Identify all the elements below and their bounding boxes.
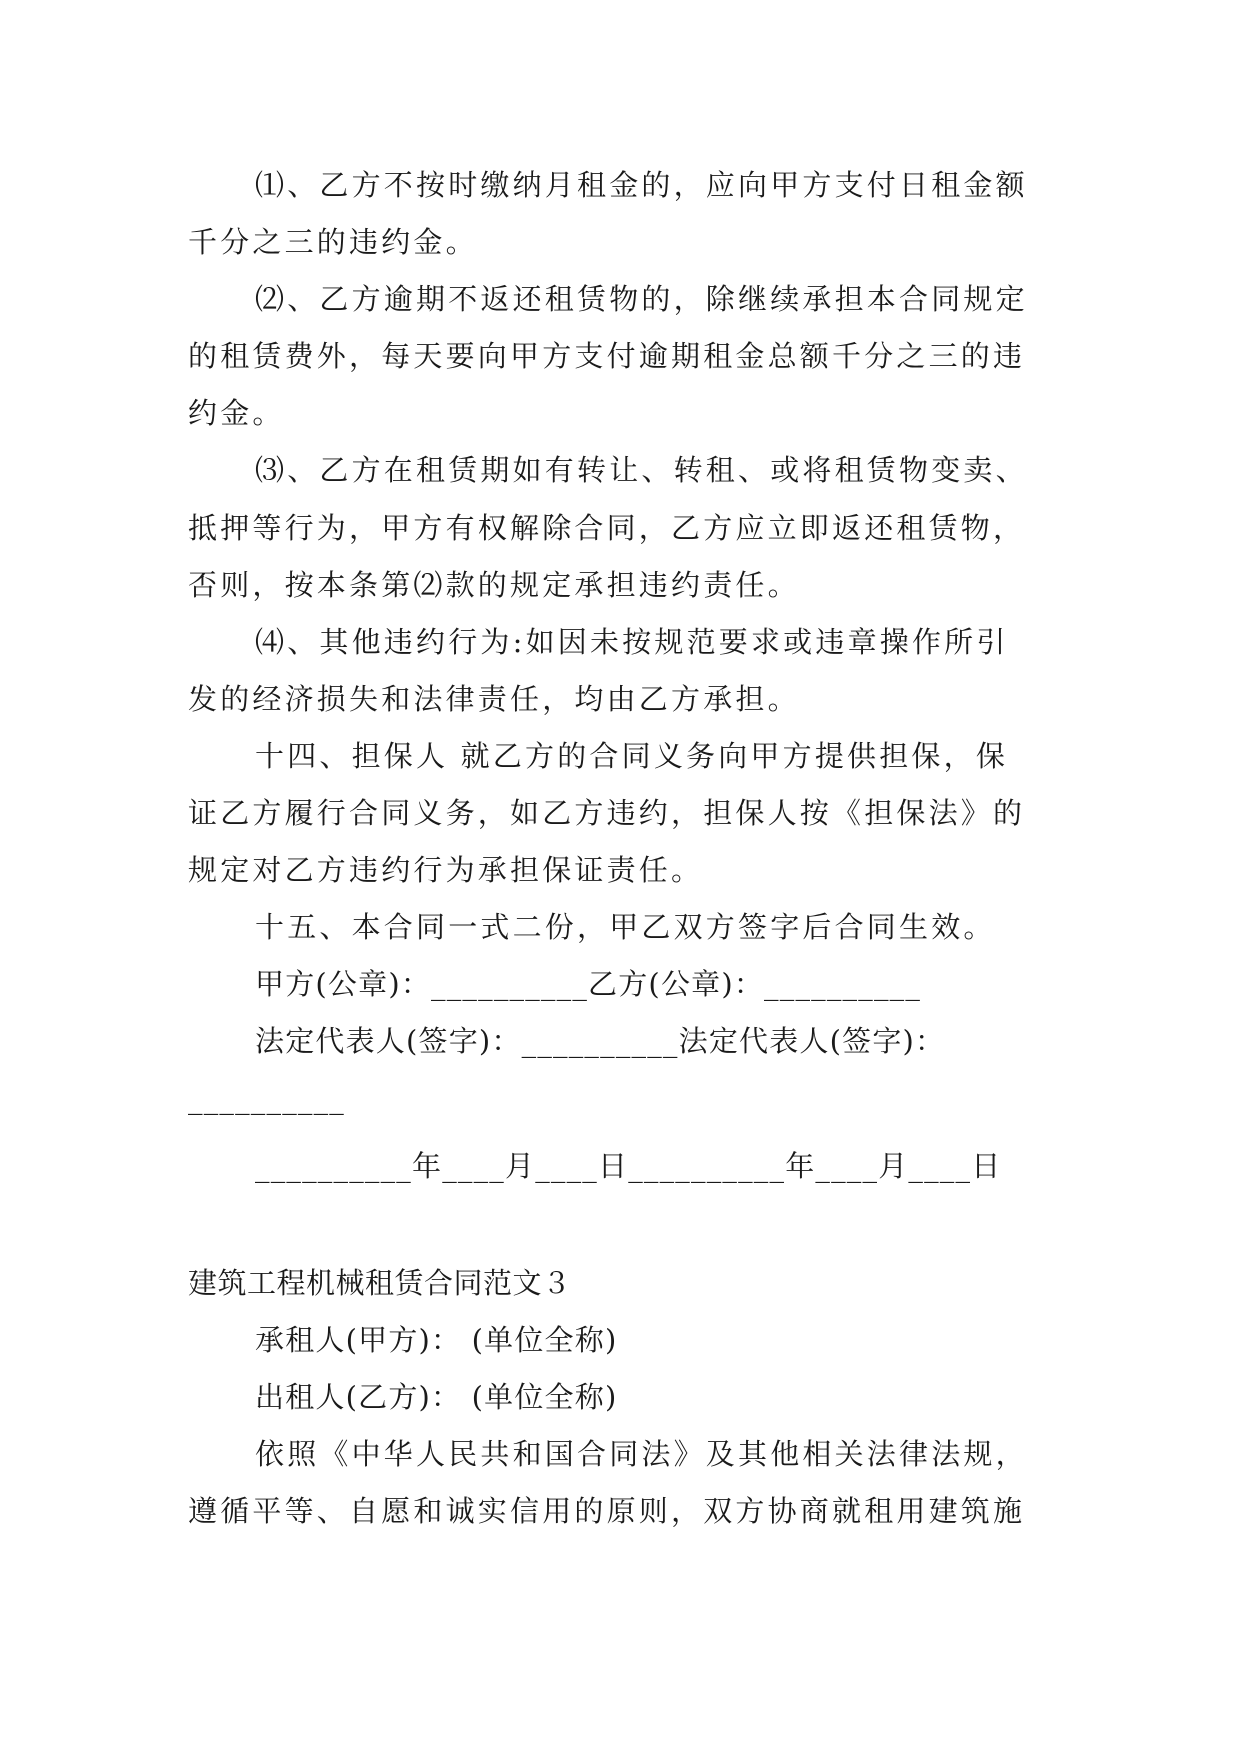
paragraph-line: 的租赁费外，每天要向甲方支付逾期租金总额千分之三的违 (188, 339, 1026, 373)
paragraph-line: 遵循平等、自愿和诚实信用的原则，双方协商就租用建筑施 (188, 1494, 1026, 1528)
paragraph-line: 十五、本合同一式二份，甲乙双方签字后合同生效。 (255, 910, 996, 944)
signature-line: 甲方(公章)：__________乙方(公章)：__________ (255, 967, 922, 1001)
paragraph-line: ⑷、其他违约行为:如因未按规范要求或违章操作所引 (255, 625, 1009, 659)
paragraph-line: 依照《中华人民共和国合同法》及其他相关法律法规， (255, 1437, 1028, 1471)
paragraph-line: 千分之三的违约金。 (188, 225, 478, 259)
date-line: __________年____月____日__________年____月____日 (255, 1149, 1002, 1183)
paragraph-line: ⑶、乙方在租赁期如有转让、转租、或将租赁物变卖、 (255, 453, 1028, 487)
paragraph-line: 约金。 (188, 396, 285, 430)
paragraph-line: 否则，按本条第⑵款的规定承担违约责任。 (188, 568, 800, 602)
signature-line: __________ (188, 1081, 345, 1115)
party-line: 出租人(乙方)： (单位全称) (255, 1380, 618, 1414)
paragraph-line: 十四、担保人 就乙方的合同义务向甲方提供担保，保 (255, 739, 1009, 773)
party-line: 承租人(甲方)： (单位全称) (255, 1323, 618, 1357)
section-heading: 建筑工程机械租赁合同范文３ (188, 1266, 572, 1300)
paragraph-line: ⑵、乙方逾期不返还租赁物的，除继续承担本合同规定 (255, 282, 1028, 316)
paragraph-line: 发的经济损失和法律责任，均由乙方承担。 (188, 682, 800, 716)
paragraph-line: 规定对乙方违约行为承担保证责任。 (188, 853, 704, 887)
paragraph-line: ⑴、乙方不按时缴纳月租金的，应向甲方支付日租金额 (255, 168, 1028, 202)
signature-line: 法定代表人(签字)：__________法定代表人(签字)： (255, 1024, 946, 1058)
paragraph-line: 抵押等行为，甲方有权解除合同，乙方应立即返还租赁物， (188, 511, 1026, 545)
paragraph-line: 证乙方履行合同义务，如乙方违约，担保人按《担保法》的 (188, 796, 1026, 830)
